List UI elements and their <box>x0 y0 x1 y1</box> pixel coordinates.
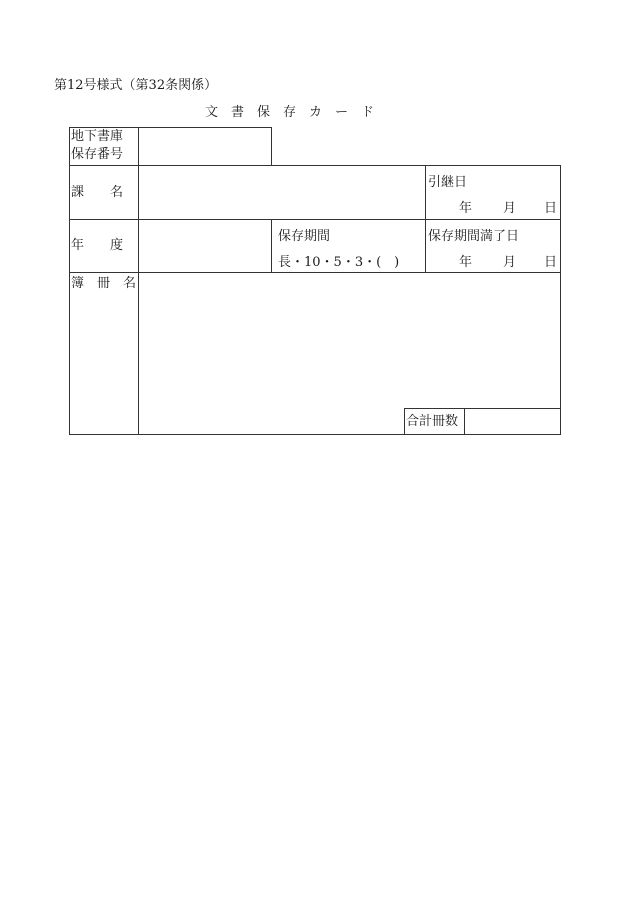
fiscal-year-label: 年 度 <box>71 238 124 253</box>
storage-number-label-line-1: 地下書庫 <box>71 129 124 144</box>
retention-expiry-day-unit: 日 <box>544 255 558 270</box>
ledger-name-label: 簿 冊 名 <box>71 276 137 291</box>
retention-expiry-year-unit: 年 <box>459 255 473 270</box>
section-name-field[interactable] <box>140 167 423 217</box>
transfer-date-year-unit: 年 <box>459 201 473 216</box>
section-name-label: 課 名 <box>71 185 124 200</box>
fiscal-year-field[interactable] <box>140 221 269 271</box>
retention-expiry-label: 保存期間満了日 <box>428 229 520 244</box>
ledger-name-field[interactable] <box>140 274 559 406</box>
total-volumes-field[interactable] <box>466 410 559 433</box>
storage-number-field[interactable] <box>140 129 269 163</box>
transfer-date-month-unit: 月 <box>503 201 517 216</box>
storage-number-label-line-2: 保存番号 <box>71 147 124 162</box>
transfer-date-label: 引継日 <box>428 175 468 190</box>
total-volumes-label: 合計冊数 <box>406 414 459 429</box>
form-number: 第12号様式（第32条関係） <box>54 78 218 93</box>
form-title: 文 書 保 存 カ ー ド <box>205 105 375 120</box>
retention-period-options[interactable]: 長・10・5・3・( ) <box>278 255 400 270</box>
retention-period-label: 保存期間 <box>278 229 331 244</box>
retention-expiry-month-unit: 月 <box>503 255 517 270</box>
transfer-date-day-unit: 日 <box>544 201 558 216</box>
